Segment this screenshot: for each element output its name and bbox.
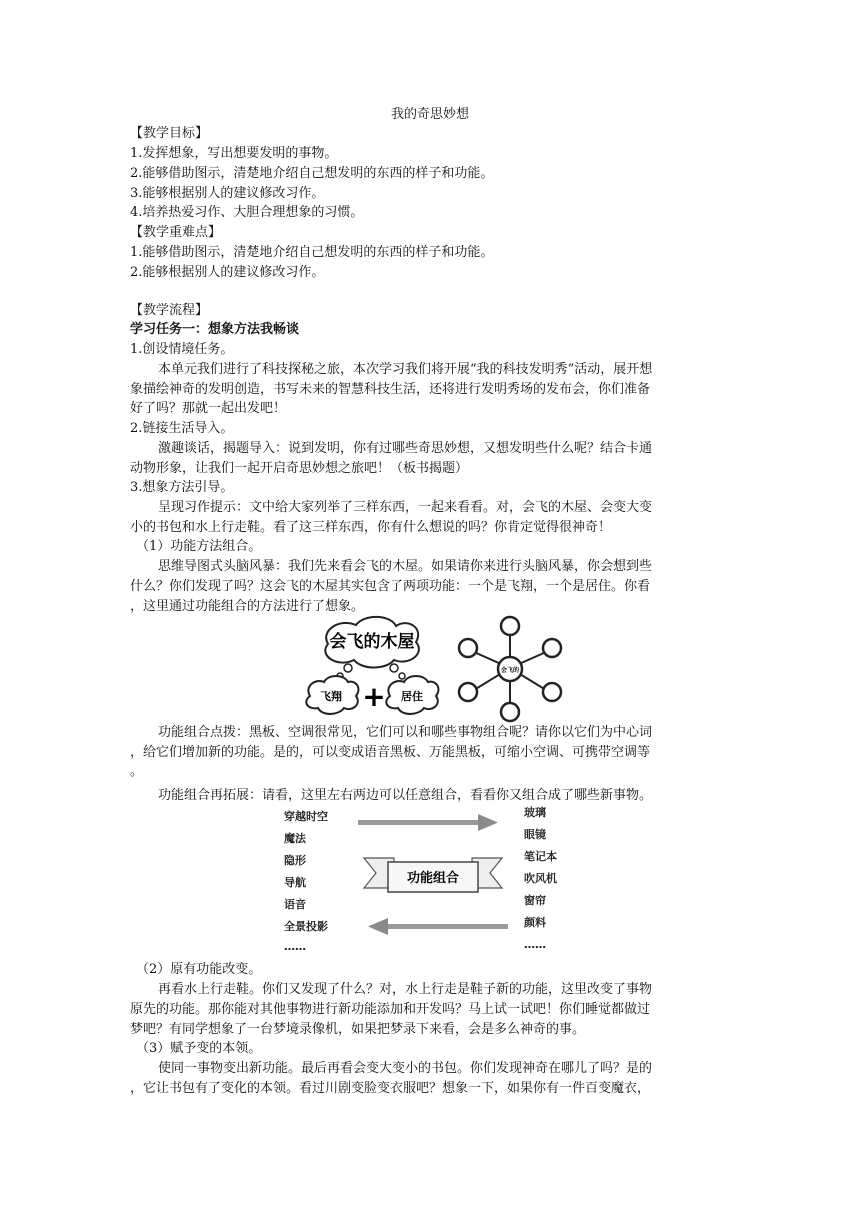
paragraph-line: 思维导图式头脑风暴：我们先来看会飞的木屋。如果请你来进行头脑风暴，你会想到些 [158,559,653,574]
mind-map [459,617,561,721]
key-heading: 【教学重难点】 [130,225,222,240]
sub-heading: （1）功能方法组合。 [136,539,262,554]
paragraph-line: 象描绘神奇的发明创造，书写未来的智慧科技生活，还将进行发明秀场的发布会，你们准备 [130,382,651,397]
banner-ribbon [364,858,502,892]
goal-item: 4.培养热爱习作、大胆合理想象的习惯。 [130,205,364,220]
right-item: 吹风机 [524,872,557,885]
map-node [543,683,561,701]
paragraph-line: 梦吧？有同学想象了一台梦境录像机，如果把梦录下来看，会是多么神奇的事。 [130,1022,586,1037]
right-item: …… [524,938,546,951]
step-heading: 1.创设情境任务。 [130,342,234,357]
right-item: 玻璃 [524,806,546,819]
arrow-right-icon [358,814,498,831]
key-point: 2.能够根据别人的建议修改习作。 [130,265,325,280]
left-item: 全景投影 [284,920,328,933]
paragraph-line: ，它让书包有了变化的本领。看过川剧变脸变衣服吧？想象一下，如果你有一件百变魔衣， [130,1081,651,1096]
map-node [543,639,561,657]
paragraph-line: 功能组合点拨：黑板、空调很常见，它们可以和哪些事物组合呢？请你以它们为中心词 [158,725,653,740]
goal-item: 3.能够根据别人的建议修改习作。 [130,186,325,201]
thought-dot [399,673,405,679]
paragraph-line: 。 [130,764,144,779]
sub-heading: （2）原有功能改变。 [136,962,262,977]
paragraph-line: ，这里通过功能组合的方法进行了想象。 [130,599,365,614]
paragraph-line: 功能组合再拓展：请看，这里左右两边可以任意组合，看看你又组合成了哪些新事物。 [158,788,653,803]
paragraph-line: 好了吗？那就一起出发吧！ [130,401,287,416]
goal-item: 1.发挥想象，写出想要发明的事物。 [130,146,338,161]
function-combination-figure [276,802,576,956]
process-heading: 【教学流程】 [130,303,209,318]
paragraph-line: 动物形象，让我们一起开启奇思妙想之旅吧！（板书揭题） [130,461,469,476]
paragraph-line: 原先的功能。那你能对其他事物进行新功能添加和开发吗？马上试一试吧！你们睡觉都做过 [130,1002,651,1017]
left-item: 魔法 [284,832,306,845]
thought-dot [390,664,398,672]
paragraph-line: 再看水上行走鞋。你们又发现了什么？对，水上行走是鞋子新的功能，这里改变了事物 [158,982,653,997]
fly-label: 飞翔 [320,690,342,703]
map-node [501,617,519,635]
paragraph-line: 什么？你们发现了吗？这会飞的木屋其实包含了两项功能：一个是飞翔，一个是居住。你看 [130,579,651,594]
paragraph-line: 呈现习作提示：文中给大家列举了三样东西，一起来看看。对，会飞的木屋、会变大变 [158,500,653,515]
thought-dot [344,664,352,672]
map-center-label: 会飞的 [500,667,520,674]
banner-label: 功能组合 [406,871,460,886]
step-heading: 3.想象方法引导。 [130,480,234,495]
left-item: …… [284,940,306,953]
paragraph-line: 本单元我们进行了科技探秘之旅，本次学习我们将开展“我的科技发明秀”活动，展开想 [158,362,653,377]
paragraph-line: 激趣谈话，揭题导入：说到发明，你有过哪些奇思妙想，又想发明些什么呢？结合卡通 [158,441,653,456]
left-item: 语音 [284,898,306,911]
arrow-left-icon [368,918,508,935]
sub-heading: （3）赋予变的本领。 [136,1041,262,1056]
doc-title: 我的奇思妙想 [390,107,469,122]
paragraph-line: 小的书包和水上行走鞋。看了这三样东西，你有什么想说的吗？你肯定觉得很神奇！ [130,520,612,535]
paragraph-line: ，给它们增加新的功能。是的，可以变成语音黑板、万能黑板，可缩小空调、可携带空调等 [130,745,651,760]
right-item: 窗帘 [524,894,546,907]
right-item: 颜料 [524,916,546,929]
plus-sign: + [362,680,386,713]
right-item: 眼镜 [524,828,546,841]
left-item: 导航 [284,876,306,889]
flying-house-figure [298,612,568,724]
right-item: 笔记本 [524,850,557,863]
key-point: 1.能够借助图示，清楚地介绍自己想发明的东西的样子和功能。 [130,245,494,260]
step-heading: 2.链接生活导入。 [130,421,234,436]
cloud-title-text: 会飞的木屋 [329,632,415,652]
left-item: 穿越时空 [284,810,328,823]
left-item: 隐形 [284,854,306,867]
goals-heading: 【教学目标】 [130,126,209,141]
map-node [459,683,477,701]
goal-item: 2.能够借助图示，清楚地介绍自己想发明的东西的样子和功能。 [130,166,494,181]
map-node [459,639,477,657]
map-node [501,703,519,721]
live-label: 居住 [401,690,423,703]
task-heading: 学习任务一：想象方法我畅谈 [130,322,300,337]
paragraph-line: 使同一事物变出新功能。最后再看会变大变小的书包。你们发现神奇在哪儿了吗？是的 [158,1061,653,1076]
